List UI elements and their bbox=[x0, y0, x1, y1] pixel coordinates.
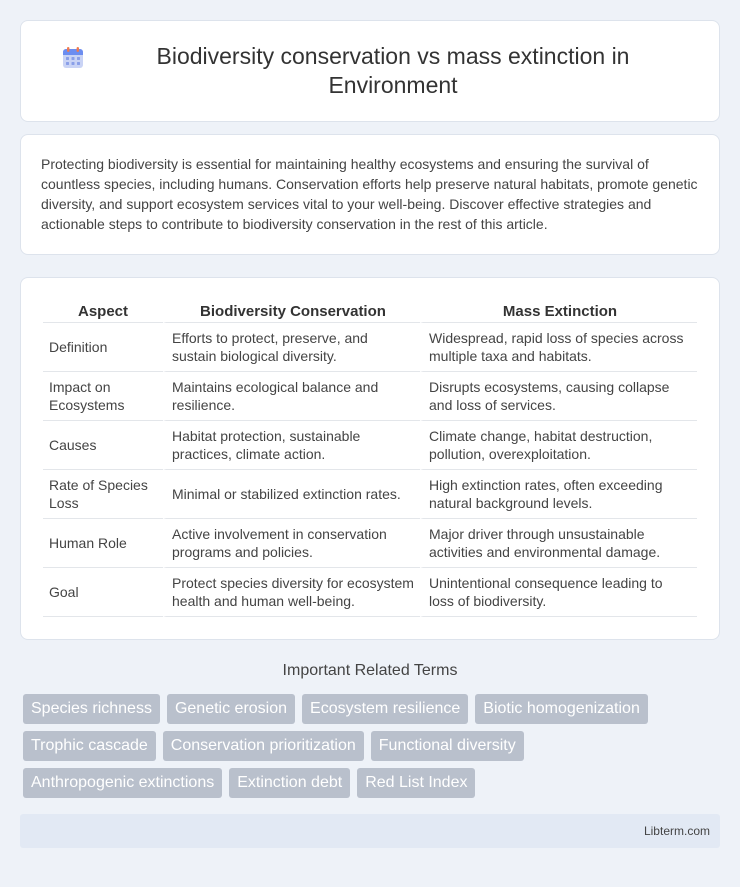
cell-extinction: Climate change, habitat destruction, pollution, overexploitation. bbox=[420, 421, 697, 470]
related-term-tag[interactable]: Trophic cascade bbox=[23, 731, 156, 761]
intro-text: Protecting biodiversity is essential for maintaining healthy ecosystems and ensuring the survival of countless species, including humans. Conservation efforts help preserve natural habitats, promote genetic diversity, and support ecosystem services vital to your well-being. Discover effective strategies and actionable steps to contribute to biodiversity conservation in the rest of this article. bbox=[41, 156, 698, 232]
table-row bbox=[43, 323, 697, 372]
related-term-tag[interactable]: Ecosystem resilience bbox=[302, 694, 468, 724]
header-extinction: Mass Extinction bbox=[420, 300, 697, 323]
header-conservation: Biodiversity Conservation bbox=[163, 300, 420, 323]
cell-aspect: Causes bbox=[43, 421, 163, 470]
table-header-row bbox=[43, 300, 697, 323]
cell-conservation: Minimal or stabilized extinction rates. bbox=[163, 470, 420, 519]
cell-extinction: High extinction rates, often exceeding natural background levels. bbox=[420, 470, 697, 519]
page-title: Biodiversity conservation vs mass extinction in Environment bbox=[156, 43, 630, 98]
related-terms-list bbox=[20, 694, 720, 805]
cell-extinction: Unintentional consequence leading to loss of biodiversity. bbox=[420, 568, 697, 617]
title-card bbox=[20, 20, 720, 122]
footer bbox=[20, 814, 720, 848]
cell-aspect: Definition bbox=[43, 323, 163, 372]
table-row bbox=[43, 470, 697, 519]
related-terms-heading: Important Related Terms bbox=[282, 662, 458, 679]
table-row bbox=[43, 519, 697, 568]
cell-aspect: Impact on Ecosystems bbox=[43, 372, 163, 421]
related-term-tag[interactable]: Biotic homogenization bbox=[475, 694, 648, 724]
cell-aspect: Goal bbox=[43, 568, 163, 617]
related-term-tag[interactable]: Genetic erosion bbox=[167, 694, 295, 724]
related-term-tag[interactable]: Conservation prioritization bbox=[163, 731, 364, 761]
related-term-tag[interactable]: Red List Index bbox=[357, 768, 475, 798]
cell-conservation: Efforts to protect, preserve, and sustain biological diversity. bbox=[163, 323, 420, 372]
footer-site-link[interactable]: Libterm.com bbox=[643, 824, 710, 838]
cell-extinction: Widespread, rapid loss of species across multiple taxa and habitats. bbox=[420, 323, 697, 372]
cell-conservation: Maintains ecological balance and resilience. bbox=[163, 372, 420, 421]
table-row bbox=[43, 568, 697, 617]
related-term-tag[interactable]: Extinction debt bbox=[229, 768, 350, 798]
table-row bbox=[43, 421, 697, 470]
cell-extinction: Major driver through unsustainable activities and environmental damage. bbox=[420, 519, 697, 568]
title-row bbox=[61, 42, 679, 100]
cell-conservation: Habitat protection, sustainable practices, climate action. bbox=[163, 421, 420, 470]
related-term-tag[interactable]: Species richness bbox=[23, 694, 160, 724]
calendar-grid-icon bbox=[61, 46, 85, 70]
comparison-table bbox=[43, 300, 697, 617]
comparison-card bbox=[20, 277, 720, 640]
related-term-tag[interactable]: Functional diversity bbox=[371, 731, 524, 761]
cell-aspect: Rate of Species Loss bbox=[43, 470, 163, 519]
cell-aspect: Human Role bbox=[43, 519, 163, 568]
cell-extinction: Disrupts ecosystems, causing collapse and loss of services. bbox=[420, 372, 697, 421]
cell-conservation: Protect species diversity for ecosystem health and human well-being. bbox=[163, 568, 420, 617]
related-term-tag[interactable]: Anthropogenic extinctions bbox=[23, 768, 222, 798]
table-row bbox=[43, 372, 697, 421]
header-aspect: Aspect bbox=[43, 300, 163, 323]
cell-conservation: Active involvement in conservation programs and policies. bbox=[163, 519, 420, 568]
intro-card bbox=[20, 134, 720, 255]
